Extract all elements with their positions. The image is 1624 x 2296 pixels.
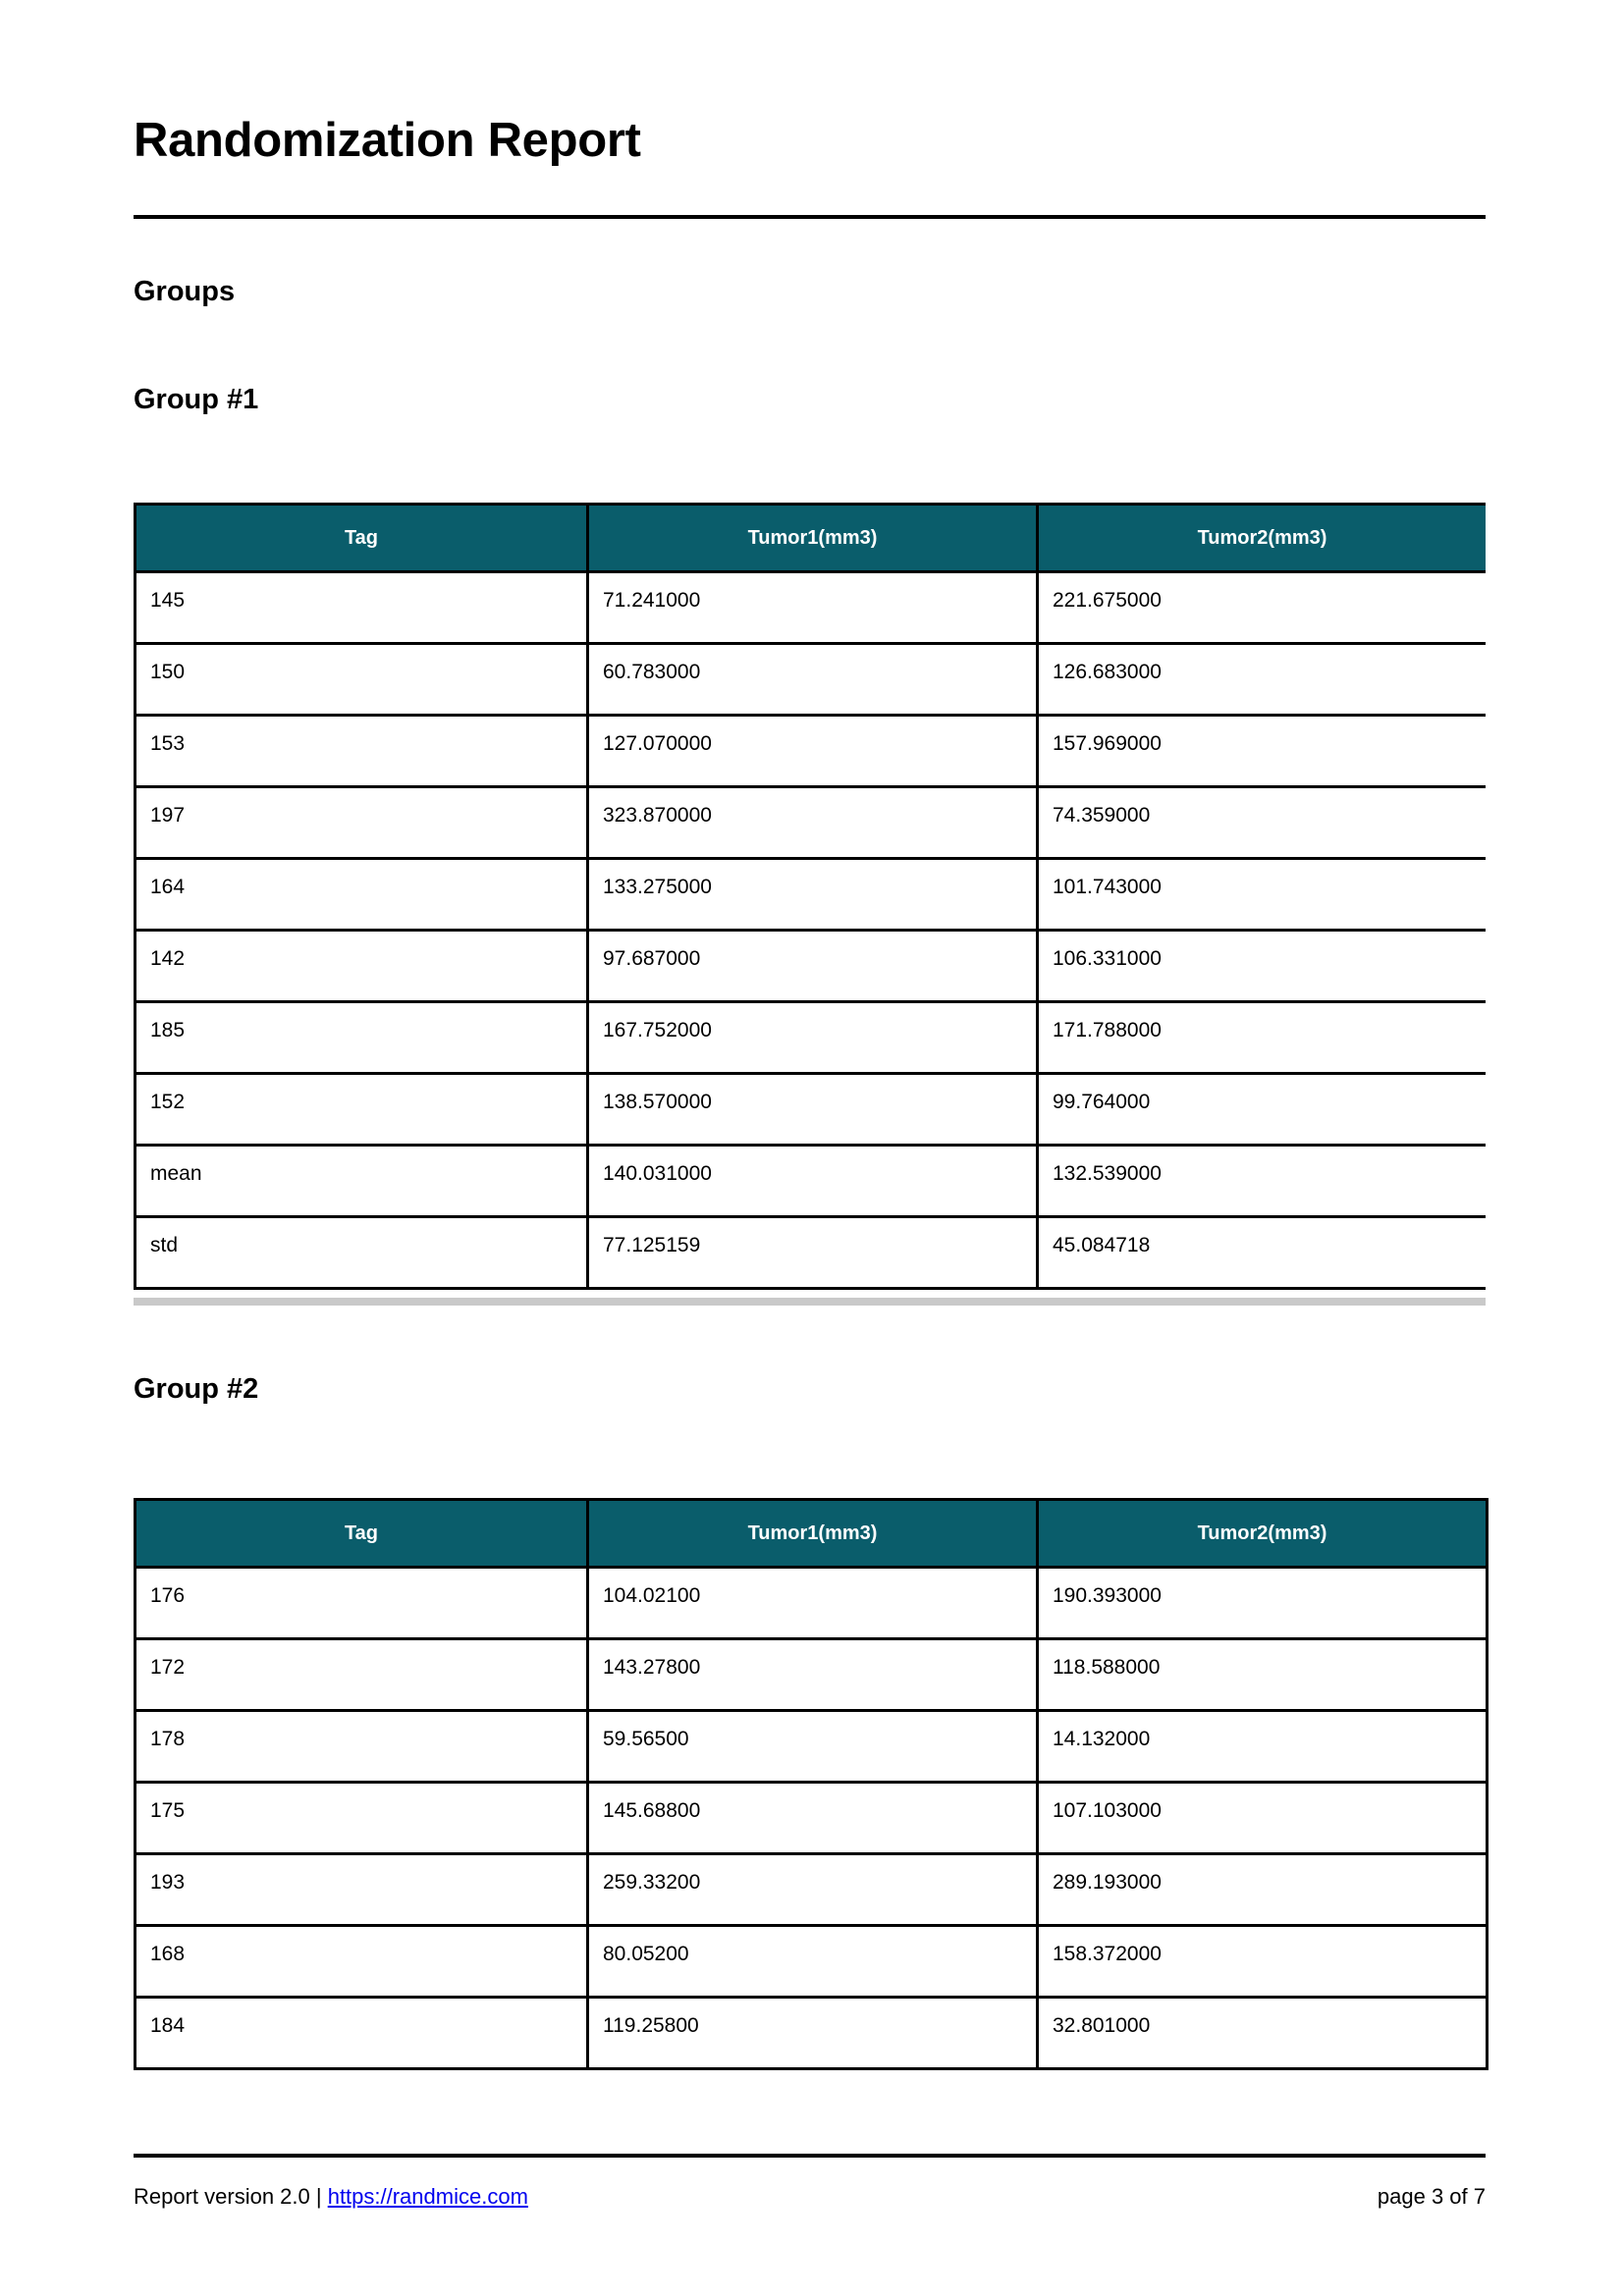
cell-tag: 153 bbox=[135, 716, 588, 787]
table-row bbox=[135, 1568, 1488, 1639]
table-row-std bbox=[135, 1217, 1487, 1289]
cell-tumor1: 138.570000 bbox=[588, 1074, 1038, 1146]
cell-tumor1: 143.27800 bbox=[588, 1639, 1038, 1711]
section-heading-groups: Groups bbox=[134, 276, 236, 307]
cell-stat-label: std bbox=[135, 1217, 588, 1289]
cell-tag: 164 bbox=[135, 859, 588, 931]
cell-tag: 152 bbox=[135, 1074, 588, 1146]
cell-tag: 184 bbox=[135, 1998, 588, 2069]
group-1-table-container bbox=[134, 503, 1486, 1306]
table-row bbox=[135, 1998, 1488, 2069]
table-header-row bbox=[135, 505, 1487, 572]
cell-tumor1: 97.687000 bbox=[588, 931, 1038, 1002]
group-1-table bbox=[134, 503, 1486, 1290]
cell-tumor2: 126.683000 bbox=[1038, 644, 1487, 716]
cell-tumor1: 323.870000 bbox=[588, 787, 1038, 859]
cell-tumor1: 104.02100 bbox=[588, 1568, 1038, 1639]
group-2-table-container bbox=[134, 1498, 1486, 2070]
column-header-tumor1: Tumor1(mm3) bbox=[588, 1500, 1038, 1568]
table-row bbox=[135, 1711, 1488, 1783]
cell-tumor1: 167.752000 bbox=[588, 1002, 1038, 1074]
group-1-table-body bbox=[135, 572, 1487, 1289]
cell-tag: 145 bbox=[135, 572, 588, 644]
table-row bbox=[135, 1074, 1487, 1146]
cell-tumor1: 127.070000 bbox=[588, 716, 1038, 787]
section-heading-group-1: Group #1 bbox=[134, 384, 259, 415]
cell-stat-label: mean bbox=[135, 1146, 588, 1217]
cell-tag: 168 bbox=[135, 1926, 588, 1998]
cell-tumor2: 158.372000 bbox=[1038, 1926, 1488, 1998]
page-title: Randomization Report bbox=[134, 114, 641, 167]
cell-tumor1: 80.05200 bbox=[588, 1926, 1038, 1998]
cell-tumor1: 133.275000 bbox=[588, 859, 1038, 931]
cell-tag: 176 bbox=[135, 1568, 588, 1639]
column-header-tumor2: Tumor2(mm3) bbox=[1038, 505, 1487, 572]
column-header-tumor1: Tumor1(mm3) bbox=[588, 505, 1038, 572]
table-row bbox=[135, 1783, 1488, 1854]
page-footer bbox=[134, 2184, 1486, 2210]
group-2-table bbox=[134, 1498, 1489, 2070]
cell-tag: 175 bbox=[135, 1783, 588, 1854]
table-row bbox=[135, 787, 1487, 859]
cell-tumor1: 71.241000 bbox=[588, 572, 1038, 644]
cell-tumor1: 145.68800 bbox=[588, 1783, 1038, 1854]
cell-tumor2: 74.359000 bbox=[1038, 787, 1487, 859]
cell-tumor2: 45.084718 bbox=[1038, 1217, 1487, 1289]
cell-tumor2: 14.132000 bbox=[1038, 1711, 1488, 1783]
cell-tag: 185 bbox=[135, 1002, 588, 1074]
cell-tumor2: 157.969000 bbox=[1038, 716, 1487, 787]
table-row bbox=[135, 1854, 1488, 1926]
cell-tag: 142 bbox=[135, 931, 588, 1002]
column-header-tumor2: Tumor2(mm3) bbox=[1038, 1500, 1488, 1568]
cell-tumor1: 140.031000 bbox=[588, 1146, 1038, 1217]
cell-tumor2: 101.743000 bbox=[1038, 859, 1487, 931]
table-row bbox=[135, 572, 1487, 644]
cell-tumor2: 99.764000 bbox=[1038, 1074, 1487, 1146]
table-row bbox=[135, 859, 1487, 931]
cell-tag: 172 bbox=[135, 1639, 588, 1711]
cell-tumor2: 171.788000 bbox=[1038, 1002, 1487, 1074]
table-row bbox=[135, 716, 1487, 787]
cell-tumor2: 190.393000 bbox=[1038, 1568, 1488, 1639]
footer-version-text: Report version 2.0 | bbox=[134, 2184, 328, 2209]
cell-tumor2: 289.193000 bbox=[1038, 1854, 1488, 1926]
footer-divider bbox=[134, 2154, 1486, 2158]
cell-tumor1: 259.33200 bbox=[588, 1854, 1038, 1926]
group-2-table-body bbox=[135, 1568, 1488, 2069]
table-row bbox=[135, 1002, 1487, 1074]
cell-tumor2: 106.331000 bbox=[1038, 931, 1487, 1002]
footer-version-block bbox=[134, 2184, 528, 2210]
cell-tumor1: 59.56500 bbox=[588, 1711, 1038, 1783]
section-heading-group-2: Group #2 bbox=[134, 1373, 259, 1405]
column-header-tag: Tag bbox=[135, 1500, 588, 1568]
header-divider bbox=[134, 215, 1486, 219]
table-row bbox=[135, 1639, 1488, 1711]
column-header-tag: Tag bbox=[135, 505, 588, 572]
table-header-row bbox=[135, 1500, 1488, 1568]
cell-tumor2: 132.539000 bbox=[1038, 1146, 1487, 1217]
cell-tag: 178 bbox=[135, 1711, 588, 1783]
cell-tag: 197 bbox=[135, 787, 588, 859]
cell-tumor1: 77.125159 bbox=[588, 1217, 1038, 1289]
cell-tumor2: 118.588000 bbox=[1038, 1639, 1488, 1711]
cell-tag: 193 bbox=[135, 1854, 588, 1926]
table-row bbox=[135, 1926, 1488, 1998]
table-row bbox=[135, 644, 1487, 716]
cell-tumor2: 32.801000 bbox=[1038, 1998, 1488, 2069]
table-page-break-edge bbox=[134, 1298, 1486, 1306]
cell-tag: 150 bbox=[135, 644, 588, 716]
cell-tumor1: 119.25800 bbox=[588, 1998, 1038, 2069]
table-row bbox=[135, 931, 1487, 1002]
cell-tumor1: 60.783000 bbox=[588, 644, 1038, 716]
page-number: page 3 of 7 bbox=[1377, 2184, 1486, 2209]
cell-tumor2: 221.675000 bbox=[1038, 572, 1487, 644]
randmice-website-link[interactable]: https://randmice.com bbox=[327, 2184, 528, 2209]
cell-tumor2: 107.103000 bbox=[1038, 1783, 1488, 1854]
table-row-mean bbox=[135, 1146, 1487, 1217]
